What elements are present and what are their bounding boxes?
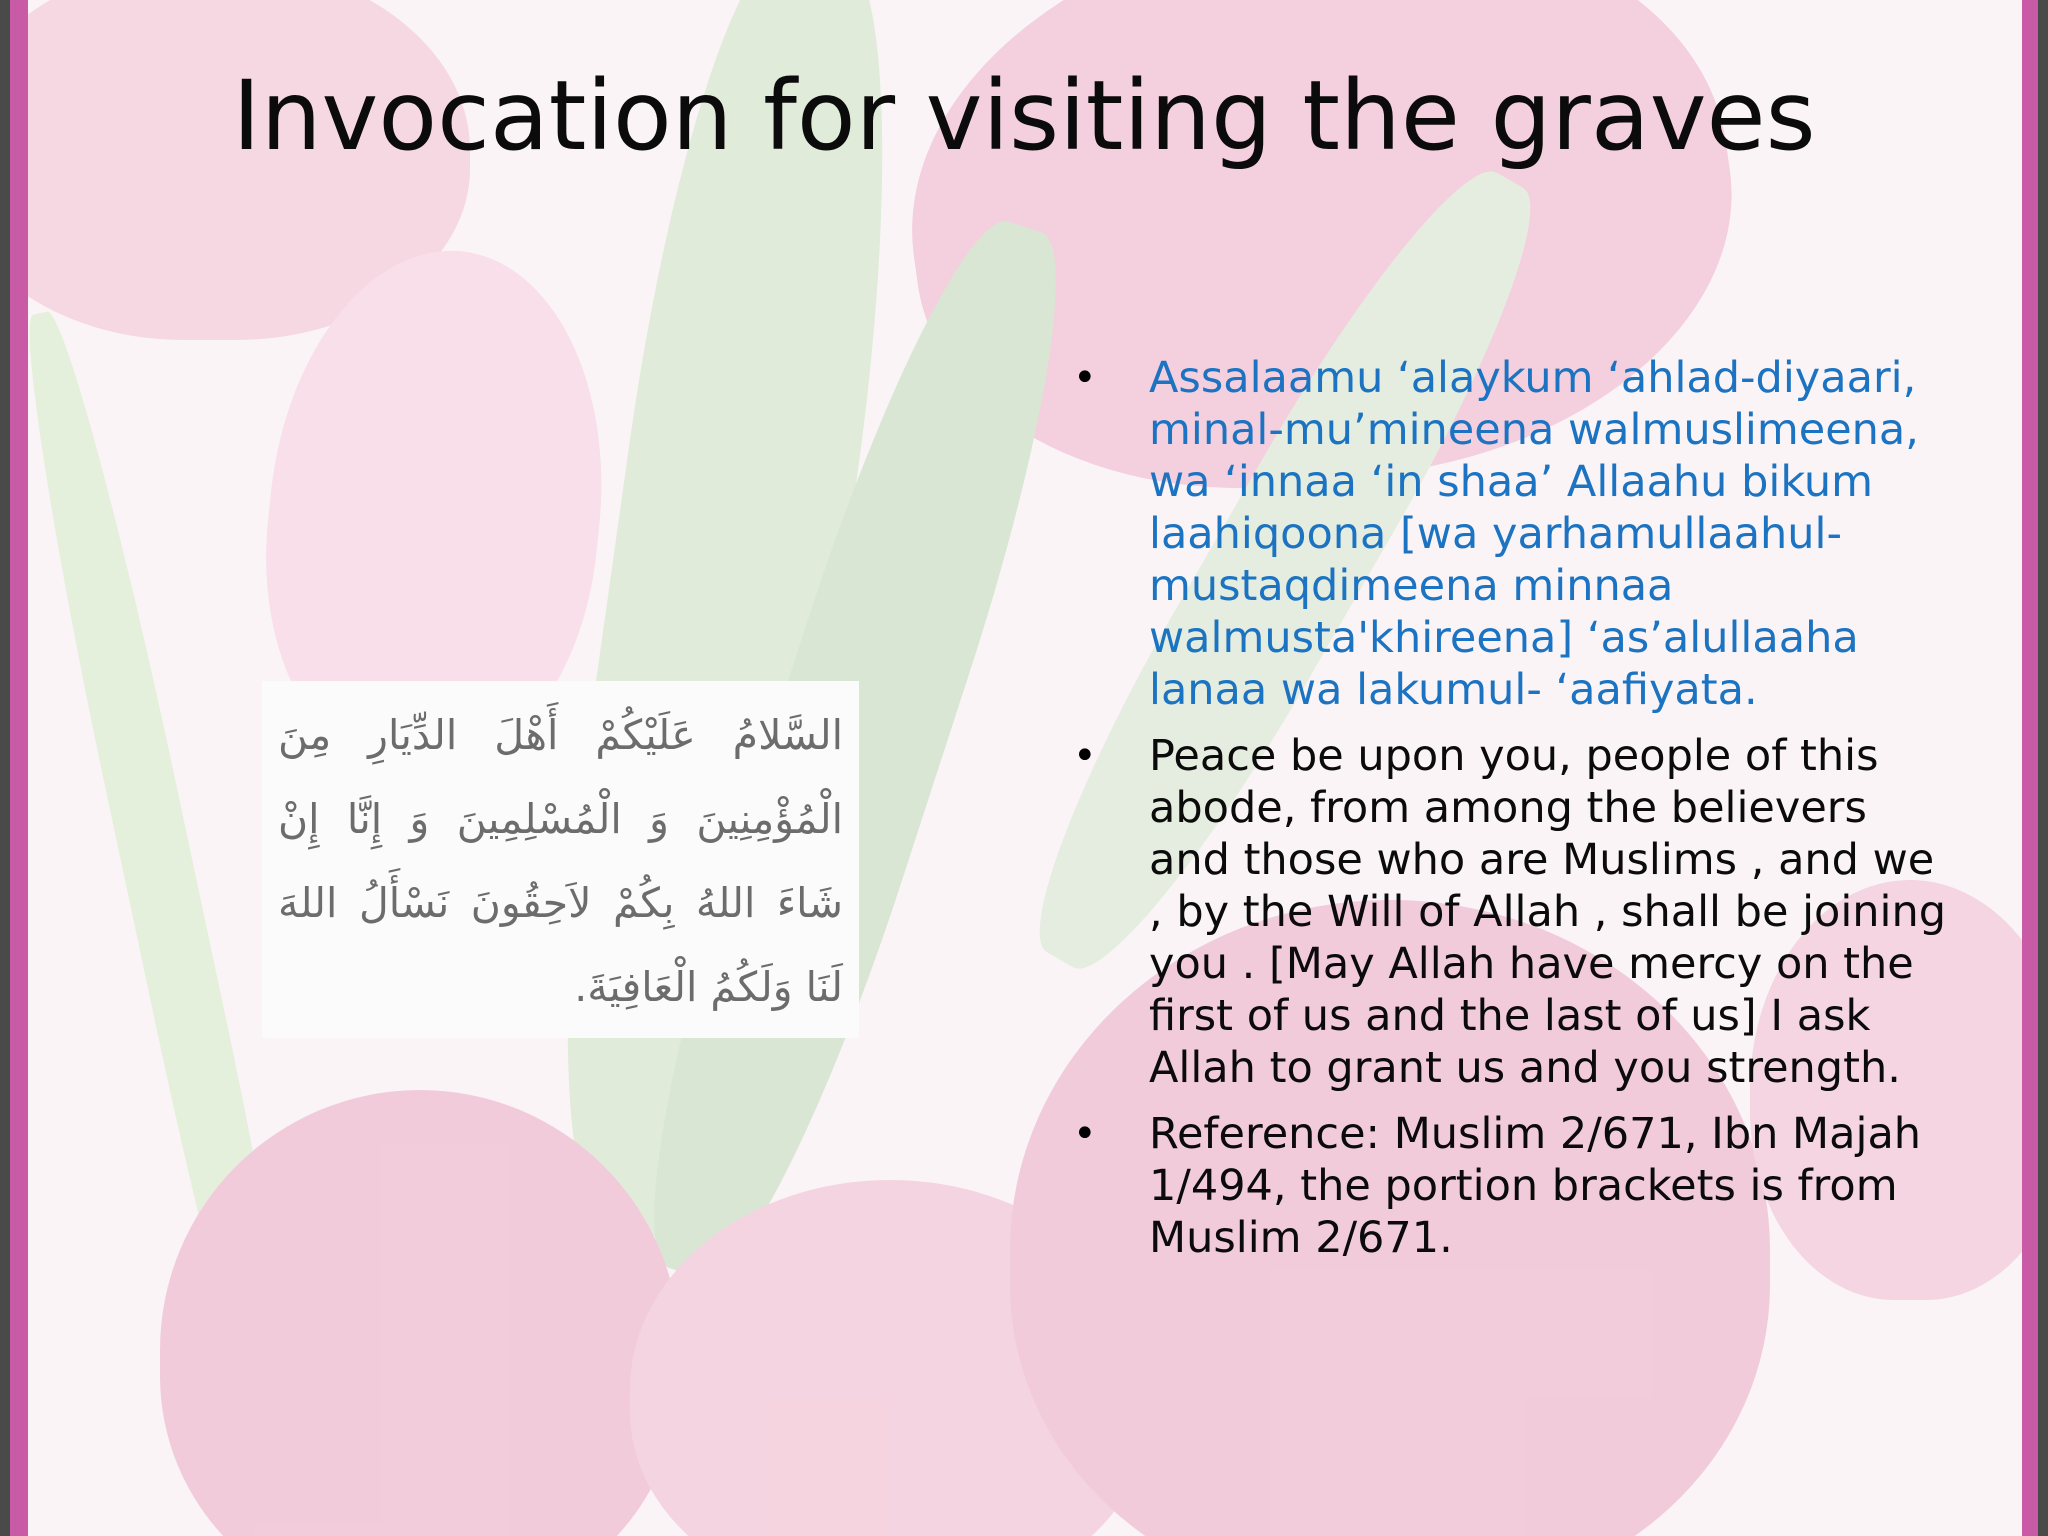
bullet-list [1057, 352, 1957, 1278]
left-border [10, 0, 28, 1536]
arabic-text-image: السَّلامُ عَلَيْكُمْ أَهْلَ الدِّيَارِ مِنَ الْمُؤْمِنِينَ وَ الْمُسْلِمِينَ وَ إِنَّا إِنْ شَاءَ اللهُ بِكُمْ لاَحِقُونَ نَسْأَلُ اللهَ لَنَا وَلَكُمُ الْعَافِيَةَ. [262, 681, 859, 1038]
slide [10, 0, 2038, 1536]
slide-title: Invocation for visiting the graves [232, 60, 1816, 172]
bullet-translation [1057, 730, 1957, 1094]
transliteration-text: Assalaamu ‘alaykum ‘ahlad-diyaari, minal-mu’mineena walmuslimeena, wa ‘innaa ‘in shaa’ Allaahu bikum laahiqoona [wa yarhamullaahul-mustaqdimeena minnaa walmusta'khireena] ‘as’alullaaha lanaa wa lakumul- ‘aafiyata. [1149, 353, 1919, 715]
right-border [2022, 0, 2038, 1536]
bullet-icon: • [1073, 355, 1097, 401]
reference-text: Reference: Muslim 2/671, Ibn Majah 1/494, the portion brackets is from Muslim 2/671. [1149, 1109, 1922, 1263]
bullet-transliteration [1057, 352, 1957, 716]
bullet-reference [1057, 1108, 1957, 1264]
translation-text: Peace be upon you, people of this abode, from among the believers and those who are Muslims , and we , by the Will of Allah , shall be joining you . [May Allah have mercy on the first of us and the last of us] I ask Allah to grant us and you strength. [1149, 731, 1947, 1093]
bullet-icon: • [1073, 1111, 1097, 1157]
bullet-icon: • [1073, 733, 1097, 779]
